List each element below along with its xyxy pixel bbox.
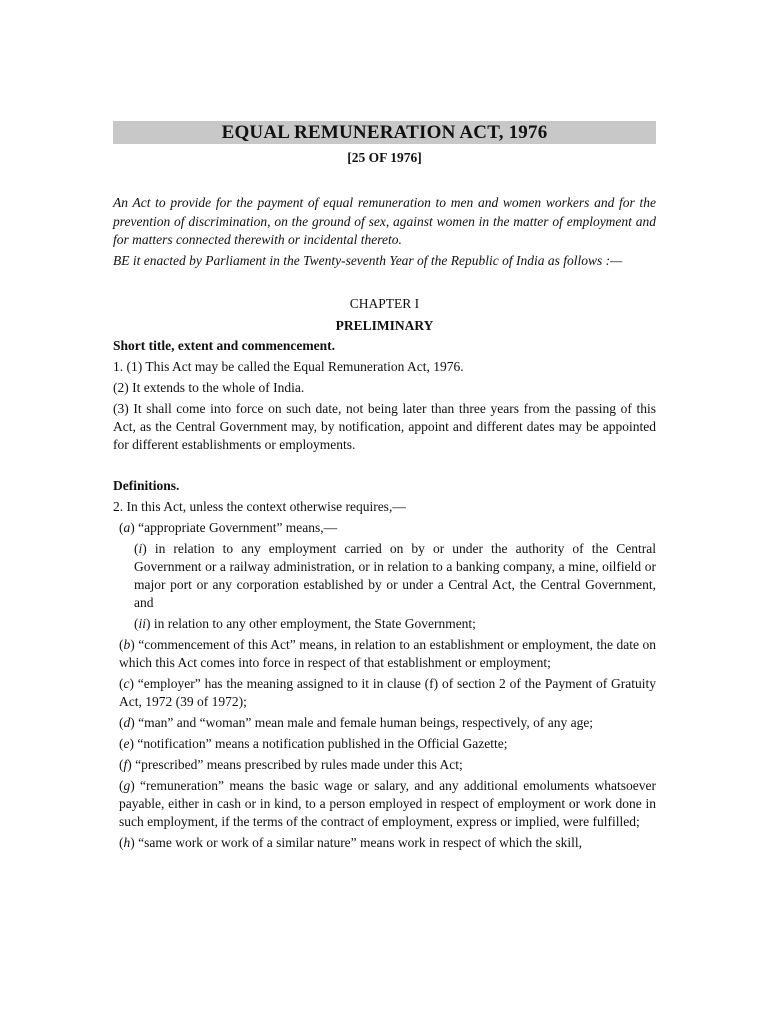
section-1-subsection-3: (3) It shall come into force on such date, not being later than three years from the passing of this Act, as the Central Government may, by notification, appoint and different dates may be appointed for different establishments or employments.: [113, 401, 656, 452]
section-1-subsection-1: 1. (1) This Act may be called the Equal Remuneration Act, 1976.: [113, 359, 464, 374]
clause-text: “commencement of this Act” means, in relation to an establishment or employment, the date on which this Act comes into force in respect of that establishment or employment;: [119, 637, 656, 670]
act-title: EQUAL REMUNERATION ACT, 1976: [113, 121, 656, 144]
document-page: [113, 121, 656, 852]
clause-letter: h: [123, 835, 131, 850]
definition-clause-c: (c) “employer” has the meaning assigned to it in clause (f) of section 2 of the Payment of Gratuity Act, 1972 (39 of 1972);: [119, 676, 656, 709]
preamble: An Act to provide for the payment of equal remuneration to men and women workers and for the prevention of discrimination, on the ground of sex, against women in the matter of employment and for matters connected therewith or incidental thereto.: [113, 195, 656, 247]
clause-letter: c: [123, 676, 130, 691]
section-1-heading: Short title, extent and commencement.: [113, 338, 335, 353]
clause-text: “prescribed” means prescribed by rules made under this Act;: [131, 757, 463, 772]
definition-clause-h: (h) “same work or work of a similar nature” means work in respect of which the skill,: [119, 835, 582, 850]
clause-letter: f: [123, 757, 128, 772]
clause-text: “employer” has the meaning assigned to it in clause (f) of section 2 of the Payment of Gratuity Act, 1972 (39 of 1972);: [119, 676, 656, 709]
clause-letter: d: [123, 715, 131, 730]
definition-clause-d: (d) “man” and “woman” mean male and female human beings, respectively, of any age;: [119, 715, 594, 730]
clause-text: “appropriate Government” means,—: [134, 520, 338, 535]
clause-letter: i: [138, 541, 143, 556]
clause-letter: ii: [138, 616, 147, 631]
section-2-intro: 2. In this Act, unless the context otherwise requires,—: [113, 499, 406, 514]
section-2-heading: Definitions.: [113, 478, 180, 493]
definition-clause-b: (b) “commencement of this Act” means, in relation to an establishment or employment, the date on which this Act comes into force in respect of that establishment or employment;: [119, 637, 656, 670]
clause-text: “man” and “woman” mean male and female human beings, respectively, of any age;: [134, 715, 594, 730]
chapter-name: PRELIMINARY: [335, 318, 434, 333]
chapter-label: CHAPTER I: [349, 296, 420, 311]
enacting-formula: BE it enacted by Parliament in the Twenty-seventh Year of the Republic of India as follows :—: [113, 252, 623, 268]
clause-letter: b: [123, 637, 131, 652]
clause-text: “notification” means a notification published in the Official Gazette;: [134, 736, 508, 751]
act-number: [25 OF 1976]: [347, 150, 422, 165]
clause-text: “remuneration” means the basic wage or salary, and any additional emoluments whatsoever payable, either in cash or in kind, to a person employed in respect of employment or work done in such employment, if the terms of the contract of employment, express or implied, were fulfilled;: [119, 778, 656, 829]
clause-text: “same work or work of a similar nature” means work in respect of which the skill,: [134, 835, 582, 850]
definition-clause-a: (a) “appropriate Government” means,—: [119, 520, 338, 535]
definition-subclause-ii: (ii) in relation to any other employment, the State Government;: [134, 616, 476, 631]
section-1-subsection-2: (2) It extends to the whole of India.: [113, 380, 305, 395]
definition-clause-f: (f) “prescribed” means prescribed by rules made under this Act;: [119, 757, 463, 772]
definition-subclause-i: (i) in relation to any employment carried on by or under the authority of the Central Government or a railway administration, or in relation to a banking company, a mine, oilfield or major port or any corporation established by or under a Central Act, the Central Government, and: [134, 541, 656, 610]
clause-text: in relation to any other employment, the State Government;: [150, 616, 476, 631]
definition-clause-g: (g) “remuneration” means the basic wage or salary, and any additional emoluments whatsoever payable, either in cash or in kind, to a person employed in respect of employment or work done in such employment, if the terms of the contract of employment, express or implied, were fulfilled;: [119, 778, 656, 829]
clause-text: in relation to any employment carried on by or under the authority of the Central Government or a railway administration, or in relation to a banking company, a mine, oilfield or major port or any corporation established by or under a Central Act, the Central Government, and: [134, 541, 656, 610]
clause-letter: e: [123, 736, 130, 751]
clause-letter: a: [123, 520, 131, 535]
clause-letter: g: [123, 778, 131, 793]
definition-clause-e: (e) “notification” means a notification published in the Official Gazette;: [119, 736, 508, 751]
